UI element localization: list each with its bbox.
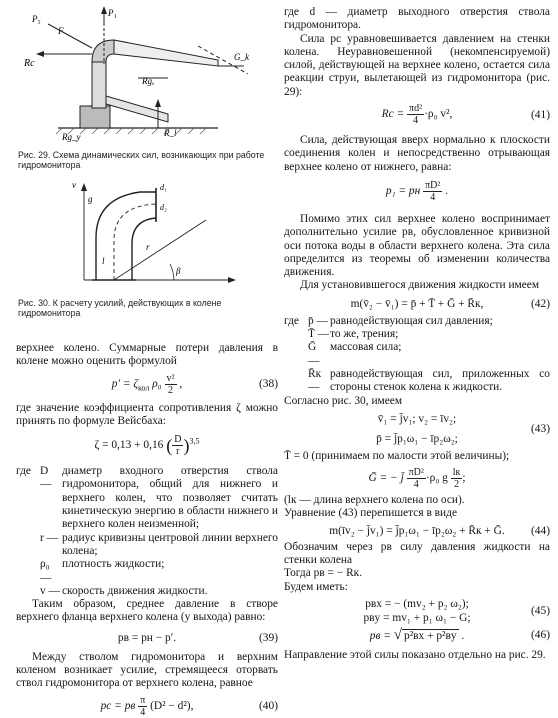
fig30-label-r: r: [146, 242, 150, 252]
fig29-label-Gk: G_k: [234, 52, 249, 62]
paragraph: (lк — длина верхнего колена по оси).: [284, 494, 465, 507]
figure-30-drawing: [56, 180, 236, 294]
eq40-num: π: [140, 694, 146, 706]
definition-item: [16, 585, 278, 598]
fig29-label-Rgx: Rgₓ: [142, 76, 155, 86]
weis-num: D: [174, 434, 182, 446]
def-text: то же, трения;: [330, 328, 399, 341]
paragraph: Обозначим через pв силу давления жидкости на стенки колена: [284, 540, 550, 567]
eq38-num: v²: [166, 372, 175, 384]
def-text: радиус кривизны центровой линии верхнего колена;: [62, 531, 278, 557]
paragraph: Уравнение (43) перепишется в виде: [284, 507, 457, 520]
fig29-label-Rc: Rc: [24, 58, 35, 69]
equation-number: (46): [531, 629, 550, 642]
fig30-label-g: g: [88, 194, 93, 204]
equation-weisbach: ζ = 0,13 + 0,16 ( $\frac{D}{r}$ )$^{3,5}$: [94, 434, 200, 458]
def-text: плотность жидкости;: [62, 558, 165, 571]
paragraph: Помимо этих сил верхнее колено воспринимает дополнительно усилие pв, обусловленное кривизной оси потока воды в области верхнего колена. Эта сила определится из теоремы об изменении количества движения.: [284, 212, 550, 279]
eqg-num: πD²: [408, 467, 424, 479]
fig29-label-p1: P₁: [108, 8, 117, 18]
eq41-num: πd²: [409, 103, 423, 115]
def-lead: [284, 328, 308, 341]
eqg-tail: ;: [462, 472, 466, 485]
definition-item: [284, 328, 550, 341]
fig30-label-beta: β: [176, 266, 181, 276]
def-lead: [16, 532, 40, 559]
equation-44: [284, 524, 550, 538]
eq40-lhs: pc = pв: [100, 699, 136, 712]
paragraph: где значение коэффициента сопротивления ζ можно принять по формуле Вейсбаха:: [16, 401, 278, 427]
eq40-den: 4: [140, 706, 146, 718]
fig30-label-l: l: [102, 256, 105, 266]
eq46-tail: .: [458, 629, 465, 642]
equation-43: [284, 412, 550, 446]
eq45-line-2: pвy = mv₁ + p₁ ω₁ − G;: [363, 611, 471, 624]
equation-p1: [284, 180, 550, 203]
fig30-label-v: v: [72, 180, 76, 190]
equation-number: (45): [531, 604, 550, 617]
equation-number: (38): [259, 378, 278, 391]
def-symbol: Ḡ —: [308, 341, 320, 367]
eq45-line-1: pвx = − (mv₂ + p₂ ω₂);: [365, 597, 469, 610]
def-symbol: v —: [40, 584, 60, 597]
left-body: [16, 342, 278, 718]
equation-42: [284, 297, 550, 311]
eq43-line-1: v̄₁ = j̄v₁; v₂ = īv₂;: [377, 412, 457, 425]
eq38-den: 2: [168, 384, 173, 396]
paragraph: Будем иметь:: [284, 580, 348, 593]
figure-30: [56, 180, 236, 294]
def-lead: [284, 341, 308, 368]
equation-number: (41): [531, 108, 550, 121]
def-symbol: R̄к —: [308, 367, 322, 394]
definition-item: [284, 315, 550, 328]
paragraph: Тогда pв = − Rк.: [284, 567, 363, 580]
definitions-list: [284, 315, 550, 395]
eqp1-num: πD²: [425, 179, 441, 191]
figure-30-caption: Рис. 30. К расчету усилий, действующих в колене гидромонитора: [18, 298, 222, 319]
figure-29-caption: Рис. 29. Схема динамических сил, возникающих при работе гидромонитора: [18, 150, 265, 171]
equation-38: [16, 373, 278, 396]
fig29-label-ps: P₅: [32, 14, 41, 24]
eq46-radicand: p²вx + p²вy: [404, 629, 457, 642]
def-text: диаметр входного отверстия ствола гидромонитора, общий для нижнего и верхнего колен, что позволяет считать кинетическую энергию в области нижнего и верхнего колен неизменной;: [62, 465, 278, 531]
equation-number: (39): [259, 631, 278, 644]
eq38-tail: ,: [176, 377, 183, 390]
definition-item: [16, 465, 278, 531]
def-symbol: T̄ —: [308, 328, 329, 341]
figure-29-drawing: [18, 4, 268, 146]
figure-29: [18, 4, 268, 146]
equation-number: (44): [531, 524, 550, 537]
eqg-den: 4: [413, 479, 419, 491]
fig29-label-Rl: R_l: [164, 128, 177, 138]
eqp1-den: 4: [430, 191, 436, 203]
paragraph: верхнее колено. Суммарные потери давления в колене можно оценить формулой: [16, 342, 278, 368]
paragraph: Сила, действующая вверх нормально к плоскости соединения колен и непосредственно отрывающая верхнее колено от нижнего, равна:: [284, 134, 550, 173]
equation-39: [16, 631, 278, 645]
paragraph: Направление этой силы показано отдельно на рис. 29.: [284, 648, 546, 661]
equation-45: [284, 597, 550, 625]
eq41-den: 4: [413, 115, 419, 127]
fig29-label-Rgy: Rg_y: [62, 132, 81, 142]
weis-den: r: [176, 446, 180, 458]
def-symbol: r —: [40, 531, 59, 544]
definition-item: [284, 341, 550, 368]
right-column: [284, 6, 550, 662]
weis-lhs: ζ = 0,13 + 0,16: [94, 439, 164, 452]
fig30-label-d1: d₁: [160, 183, 167, 192]
equation-number: (40): [259, 700, 278, 713]
paragraph: где d — диаметр выходного отверстия ствола гидромонитора.: [284, 6, 550, 32]
def-symbol: p̄ —: [308, 314, 328, 327]
eq44-formula: m(īv₂ − j̄v₁) = j̄p₁ω₁ − īp₂ω₂ + R̄к + Ḡ.: [329, 524, 505, 537]
eq46-lhs: pв =: [369, 629, 391, 642]
eq41-lhs: Rc =: [381, 108, 405, 121]
equation-number: (42): [531, 297, 550, 310]
eq43-line-2: p̄ = j̄p₁ω₁ − īp₂ω₂;: [376, 432, 458, 445]
eq38-rho: ρ₀: [149, 377, 162, 390]
equation-g: [284, 467, 550, 490]
paragraph: T̄ = 0 (принимаем по малости этой величины);: [284, 449, 510, 462]
definitions-list: [16, 465, 278, 598]
paragraph: Согласно рис. 30, имеем: [284, 394, 403, 407]
paragraph: Между стволом гидромонитора и верхним коленом возникает усилие, стремящееся оторвать ствол гидромонитора от верхнего колена, равное: [16, 650, 278, 690]
def-text: массовая сила;: [330, 341, 402, 354]
eq38-lhs: p′ = ζ: [111, 377, 138, 390]
eqg-fraction-2: [451, 467, 466, 491]
definition-item: [16, 532, 278, 559]
eqp1-lhs: p₁ = pн: [385, 185, 421, 198]
def-lead: [284, 368, 308, 395]
def-symbol: D —: [40, 465, 52, 491]
paragraph: Сила pc уравновешивается давлением на стенки колена. Неуравновешенной (некомпенсируемой) силой, действующей на верхнее колено, остается сила реакции струи, вылетающей из гидромонитора (рис. 29):: [284, 32, 550, 98]
def-text: равнодействующая сил, приложенных со стороны стенок колена к жидкости.: [330, 367, 550, 394]
eqg-mid: ·ρ₀ g: [425, 472, 448, 485]
def-symbol: ρ₀ —: [40, 558, 52, 584]
weis-exp: 3,5: [189, 436, 200, 446]
eq39-formula: pв = pн − p′.: [117, 631, 177, 644]
equation-46: pв = √ p²вx + p²вy . (46): [369, 626, 550, 643]
eq40-fraction: [138, 695, 147, 718]
eq41-tail: ·ρ₀ v²,: [424, 108, 453, 121]
def-lead: [16, 558, 40, 585]
equation-number: (43): [531, 422, 550, 435]
def-lead: где: [16, 465, 31, 478]
def-text: равнодействующая сил давления;: [330, 314, 493, 327]
eqg-den2: 2: [454, 479, 460, 491]
definition-item: [284, 368, 550, 395]
eqp1-fraction: [423, 180, 442, 203]
fig30-label-d2: d₂: [160, 203, 167, 212]
eq41-fraction: [407, 103, 424, 126]
def-text: скорость движения жидкости.: [62, 584, 208, 597]
eqg-fraction-1: [407, 467, 426, 490]
definition-item: [16, 558, 278, 585]
eq38-sub: кол: [137, 382, 150, 392]
eqp1-tail: .: [442, 185, 449, 198]
def-lead: где: [284, 314, 299, 327]
eqg-num2: lк: [452, 467, 461, 479]
paragraph: Для установившегося движения жидкости имеем: [300, 279, 540, 292]
def-lead: [16, 585, 40, 598]
eq42-formula: m(v̄₂ − v̄₁) = p̄ + T̄ + Ḡ + R̄к,: [350, 297, 484, 310]
eq38-fraction: [165, 373, 177, 396]
eqg-lhs: Ḡ = − j̄: [368, 472, 404, 485]
paragraph: Таким образом, среднее давление в створе верхнего фланца верхнего колена (у выхода) равно:: [16, 598, 278, 624]
equation-41: [284, 103, 550, 126]
fig29-label-F: F: [58, 26, 64, 36]
equation-40: [16, 695, 278, 718]
weis-fraction: [172, 434, 183, 457]
eq40-tail: (D² − d²),: [150, 699, 194, 712]
